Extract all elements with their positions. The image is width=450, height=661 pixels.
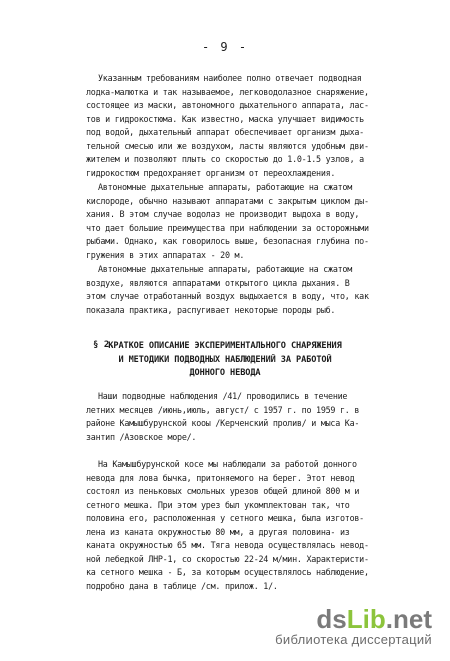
text-line: под водой, дыхательный аппарат обеспечивает организм дыха- xyxy=(86,127,364,137)
section-number: § 2. xyxy=(93,340,115,350)
text-line: лодка-малютка и так называемое, легководолазное снаряжение, xyxy=(86,86,369,97)
text-line: состоящее из маски, автономного дыхательного аппарата, лас- xyxy=(86,100,369,110)
text-line: Указанным требованиям наиболее полно отвечает подводная xyxy=(98,73,362,83)
text-line: ной лебедкой ЛНР-1, со скоростью 22-24 м/мин. Характеристи- xyxy=(86,553,369,564)
text-line: невода для лова бычка, притоняемого на берег. Этот невод xyxy=(86,472,355,483)
text-line: сетного мешка. При этом урез был укомплектован так, что xyxy=(86,499,350,510)
text-line: районе Камышбурунской кооы /Керченский пролив/ и мыса Ка- xyxy=(86,418,360,428)
text-line: тельной смесью или же воздухом, ласты являются удобным дви- xyxy=(86,140,369,151)
text-line: показала практика, распугивает некоторые породы рыб. xyxy=(86,304,336,315)
text-line: каната окружностью 65 мм. Тяга невода осуществлялась невод- xyxy=(86,540,369,550)
paragraph-observations-period xyxy=(86,390,416,444)
dslib-logo: dsLib.net xyxy=(316,604,432,634)
heading-line: ДОННОГО НЕВОДА xyxy=(189,368,261,378)
heading-line: КРАТКОЕ ОПИСАНИЕ ЭКСПЕРИМЕНТАЛЬНОГО СНАРЯЖЕНИЯ xyxy=(108,341,342,351)
paragraph-equipment-requirements xyxy=(86,72,416,180)
text-line: лена из каната окружностью 80 мм, а другая половина- из xyxy=(86,526,350,537)
section-heading xyxy=(0,340,450,381)
text-line: кислороде, обычно называют аппаратами с закрытым циклом ды- xyxy=(86,195,369,206)
watermark-subtitle: библиотека диссертаций xyxy=(275,632,432,647)
text-line: На Камышбурунской косе мы наблюдали за работой донного xyxy=(98,459,357,469)
text-line: Автономные дыхательные аппараты, работающие на сжатом xyxy=(98,182,352,192)
text-line: тов и гидрокостюма. Как известно, маска улучшает видимость xyxy=(86,113,364,124)
text-line: половина его, расположенная у сетного мешка, была изготов- xyxy=(86,513,364,523)
dslib-watermark xyxy=(275,606,432,647)
text-line: подробно дана в таблице /см. прилож. 1/. xyxy=(86,580,278,591)
text-line: воздухе, являются аппаратами открытого цикла дыхания. В xyxy=(86,277,350,288)
text-line: этом случае отработанный воздух выдыхается в воду, что, как xyxy=(86,291,369,301)
heading-line: И МЕТОДИКИ ПОДВОДНЫХ НАБЛЮДЕНИЙ ЗА РАБОТОЙ xyxy=(118,354,332,365)
text-line: летних месяцев /июнь,июль, август/ с 1957 г. по 1959 г. в xyxy=(86,404,360,415)
text-line: состоял из пеньковых смольных урезов общей длиной 800 м и xyxy=(86,486,360,496)
paragraph-open-cycle xyxy=(86,263,416,317)
page-number: - 9 - xyxy=(201,40,249,54)
text-line: хания. В этом случае водолаз не производит выдоха в воду, xyxy=(86,209,360,219)
paragraph-closed-cycle xyxy=(86,181,416,262)
text-line: что дает большие преимущества при наблюдении за осторожными xyxy=(86,222,369,233)
text-line: гидрокостюм предохраняет организм от переохлаждения. xyxy=(86,167,336,178)
text-line: гружения в этих аппаратах - 20 м. xyxy=(86,249,245,260)
text-line: зантип /Азовское море/. xyxy=(86,431,197,442)
text-line: жителем и позволяют плыть со скоростью до 1.0-1.5 узлов, а xyxy=(86,154,364,164)
text-line: Наши подводные наблюдения /41/ проводились в течение xyxy=(98,391,348,401)
paragraph-seine-description xyxy=(86,458,416,593)
text-line: ка сетного мешка - Б, за которым осуществлялось наблюдение, xyxy=(86,567,369,577)
text-line: рыбами. Однако, как говорилось выше, безопасная глубина по- xyxy=(86,236,369,246)
text-line: Автономные дыхательные аппараты, работающие на сжатом xyxy=(98,264,352,274)
